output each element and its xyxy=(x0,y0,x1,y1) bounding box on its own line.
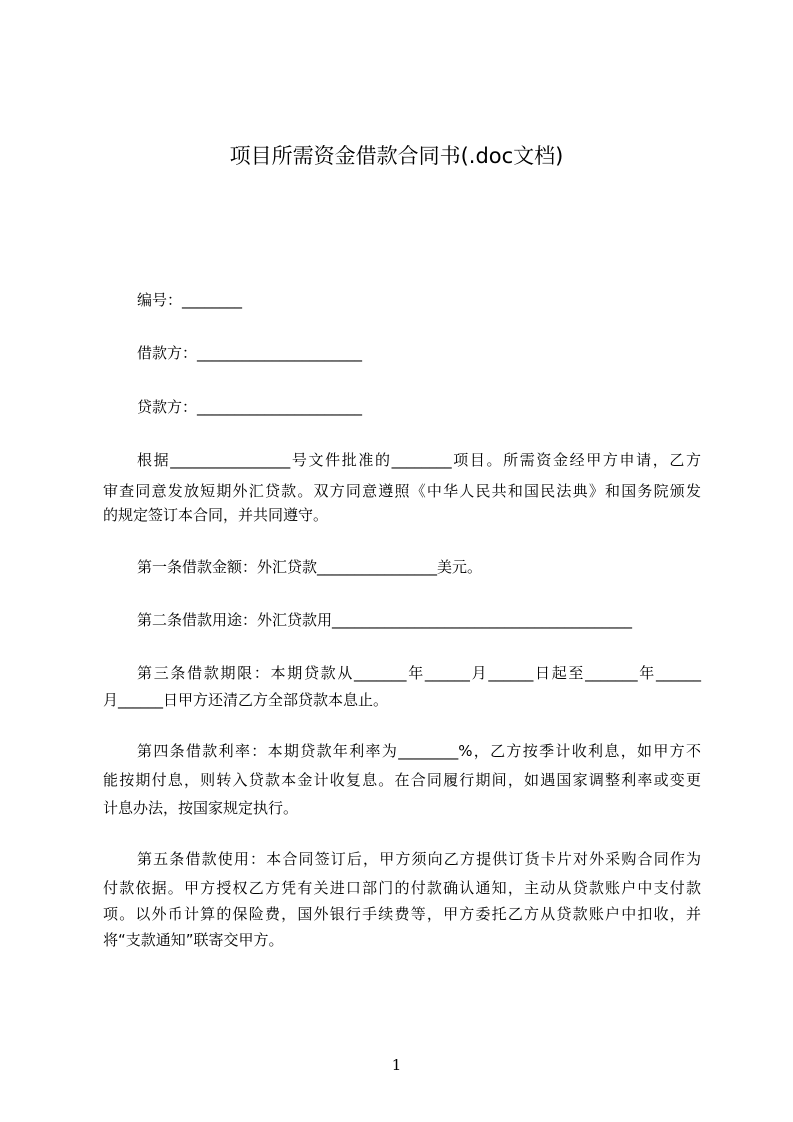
preamble-line: 根据________________号文件批准的________项目。所需资金经甲方申请，乙方 xyxy=(137,451,701,469)
article-4-line: 第四条借款利率：本期贷款年利率为________%，乙方按季计收利息，如甲方不 xyxy=(137,742,701,760)
preamble-line: 审查同意发放短期外汇贷款。双方同意遵照《中华人民共和国民法典》和国务院颁发 xyxy=(103,482,701,500)
lender-field: 贷款方：______________________ xyxy=(137,398,363,416)
borrower-field: 借款方：______________________ xyxy=(137,344,363,362)
page-number: 1 xyxy=(391,1056,402,1074)
article-5-line: 第五条借款使用：本合同签订后，甲方须向乙方提供订货卡片对外采购合同作为 xyxy=(137,850,701,868)
document-title: 项目所需资金借款合同书(.doc文档) xyxy=(229,144,564,168)
article-5-line: 将“支款通知”联寄交甲方。 xyxy=(103,931,284,949)
article-4-line: 能按期付息，则转入贷款本金计收复息。在合同履行期间，如遇国家调整利率或变更 xyxy=(103,771,701,789)
article-1-amount: 第一条借款金额：外汇贷款________________美元。 xyxy=(137,558,483,576)
contract-number-field: 编号：________ xyxy=(137,291,243,309)
article-4-line: 计息办法，按国家规定执行。 xyxy=(103,799,299,817)
article-5-line: 付款依据。甲方授权乙方凭有关进口部门的付款确认通知，主动从贷款账户中支付款 xyxy=(103,879,701,897)
preamble-line: 的规定签订本合同，并共同遵守。 xyxy=(103,506,329,524)
article-3-line: 月______日甲方还清乙方全部贷款本息止。 xyxy=(103,691,389,709)
article-3-line: 第三条借款期限：本期贷款从_______年______月______日起至_______年______ xyxy=(137,664,701,682)
article-2-purpose: 第二条借款用途：外汇贷款用________________________________________ xyxy=(137,611,633,629)
article-5-line: 项。以外币计算的保险费，国外银行手续费等，甲方委托乙方从贷款账户中扣收，并 xyxy=(103,905,701,923)
